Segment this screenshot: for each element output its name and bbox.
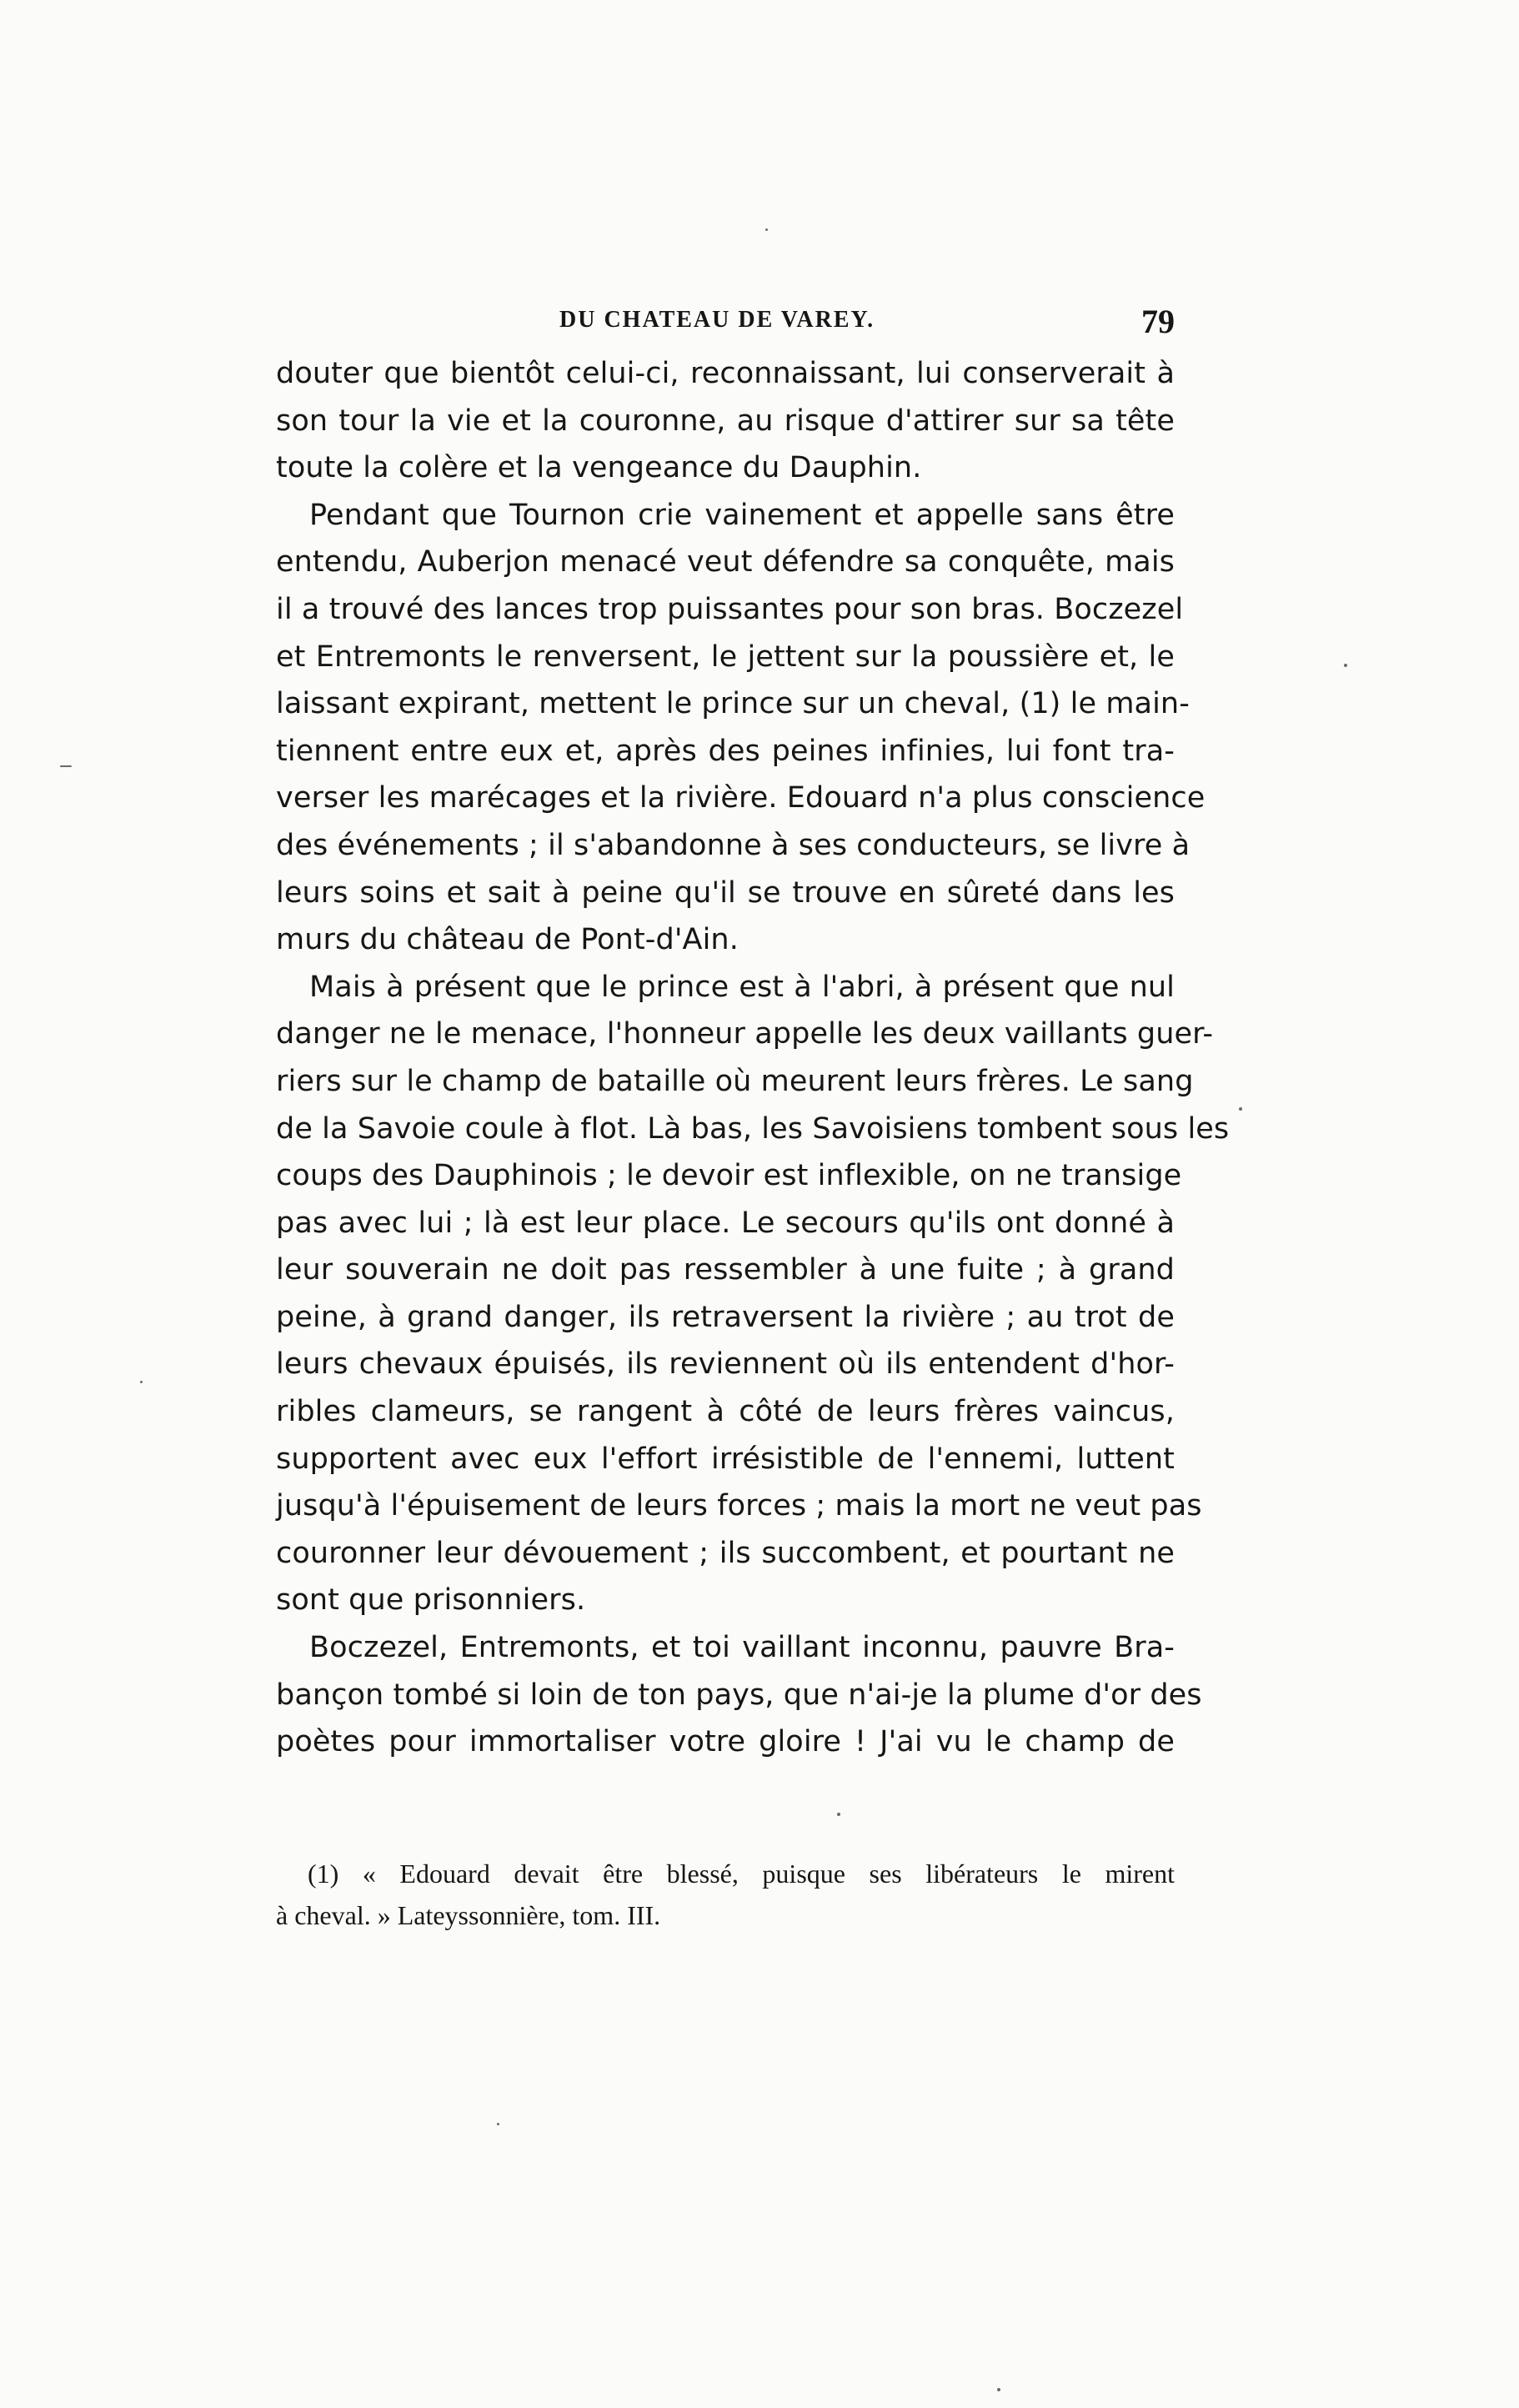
paragraph-3 bbox=[276, 964, 1230, 1624]
text-line: supportent avec eux l'effort irrésistible de l'ennemi, luttent bbox=[276, 1442, 1175, 1476]
footnote-line: à cheval. » Lateyssonnière, tom. III. bbox=[276, 1900, 661, 1930]
text-line: toute la colère et la vengeance du Dauphin. bbox=[276, 451, 922, 485]
paragraph-1 bbox=[276, 350, 1175, 492]
text-line: danger ne le menace, l'honneur appelle les deux vaillants guer- bbox=[276, 1017, 1214, 1051]
text-line: poètes pour immortaliser votre gloire ! J'ai vu le champ de bbox=[276, 1725, 1175, 1759]
text-line: murs du château de Pont-d'Ain. bbox=[276, 923, 739, 957]
text-line: Boczezel, Entremonts, et toi vaillant inconnu, pauvre Bra- bbox=[309, 1631, 1175, 1665]
paragraph-4 bbox=[276, 1624, 1202, 1766]
text-line: tiennent entre eux et, après des peines infinies, lui font tra- bbox=[276, 734, 1175, 768]
running-title: DU CHATEAU DE VAREY. bbox=[559, 307, 875, 333]
text-line: son tour la vie et la couronne, au risque d'attirer sur sa tête bbox=[276, 404, 1175, 438]
text-line: peine, à grand danger, ils retraversent la rivière ; au trot de bbox=[276, 1300, 1175, 1334]
scan-speck bbox=[765, 228, 768, 231]
footnote bbox=[276, 1853, 1175, 1936]
text-line: coups des Dauphinois ; le devoir est inflexible, on ne transige bbox=[276, 1159, 1182, 1193]
text-line: couronner leur dévouement ; ils succombent, et pourtant ne bbox=[276, 1536, 1175, 1570]
scan-speck bbox=[1239, 1107, 1242, 1111]
page-number: 79 bbox=[1141, 303, 1175, 340]
text-line: et Entremonts le renversent, le jettent sur la poussière et, le bbox=[276, 640, 1175, 674]
text-line: bançon tombé si loin de ton pays, que n'ai-je la plume d'or des bbox=[276, 1678, 1202, 1712]
text-line: jusqu'à l'épuisement de leurs forces ; mais la mort ne veut pas bbox=[276, 1489, 1202, 1523]
scan-speck bbox=[60, 765, 72, 767]
text-line: pas avec lui ; là est leur place. Le secours qu'ils ont donné à bbox=[276, 1206, 1175, 1240]
text-line: Pendant que Tournon crie vainement et appelle sans être bbox=[309, 498, 1175, 532]
text-line: laissant expirant, mettent le prince sur un cheval, (1) le main- bbox=[276, 687, 1190, 721]
text-line: Mais à présent que le prince est à l'abri, à présent que nul bbox=[309, 970, 1175, 1004]
text-line: il a trouvé des lances trop puissantes pour son bras. Boczezel bbox=[276, 592, 1184, 626]
text-line: des événements ; il s'abandonne à ses conducteurs, se livre à bbox=[276, 828, 1191, 862]
text-line: entendu, Auberjon menacé veut défendre sa conquête, mais bbox=[276, 545, 1175, 579]
scan-speck bbox=[497, 2123, 499, 2125]
running-head bbox=[276, 302, 1175, 344]
text-line: douter que bientôt celui-ci, reconnaissant, lui conserverait à bbox=[276, 357, 1175, 390]
scan-speck bbox=[1344, 664, 1347, 667]
text-line: de la Savoie coule à flot. Là bas, les Savoisiens tombent sous les bbox=[276, 1111, 1230, 1146]
text-line: leurs chevaux épuisés, ils reviennent où ils entendent d'hor- bbox=[276, 1347, 1175, 1382]
text-line: verser les marécages et la rivière. Edouard n'a plus conscience bbox=[276, 781, 1206, 815]
scan-speck bbox=[837, 1813, 840, 1816]
text-line: ribles clameurs, se rangent à côté de leurs frères vaincus, bbox=[276, 1395, 1175, 1429]
scan-speck bbox=[997, 2388, 1000, 2391]
text-line: leur souverain ne doit pas ressembler à une fuite ; à grand bbox=[276, 1253, 1175, 1287]
text-line: leurs soins et sait à peine qu'il se trouve en sûreté dans les bbox=[276, 875, 1175, 910]
footnote-line: (1) « Edouard devait être blessé, puisque ses libérateurs le mirent bbox=[308, 1859, 1175, 1889]
paragraph-2 bbox=[276, 492, 1206, 964]
text-line: riers sur le champ de bataille où meurent leurs frères. Le sang bbox=[276, 1064, 1194, 1098]
text-line: sont que prisonniers. bbox=[276, 1583, 586, 1618]
body-text bbox=[276, 350, 1230, 1766]
scan-speck bbox=[140, 1381, 143, 1383]
